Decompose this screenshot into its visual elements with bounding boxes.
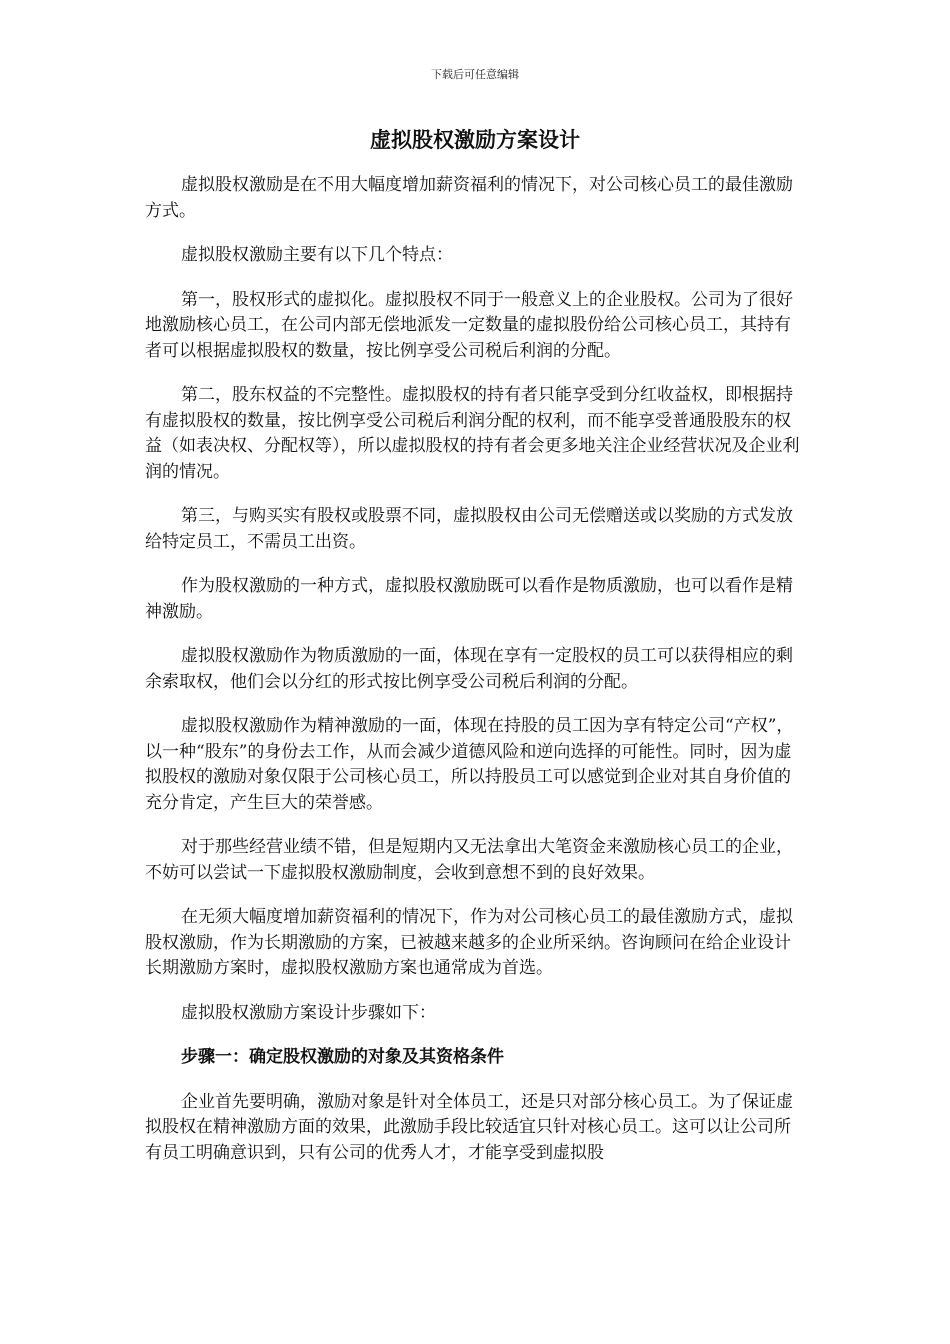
header-note: 下载后可任意编辑 xyxy=(431,68,519,81)
paragraph: 虚拟股权激励是在不用大幅度增加薪资福利的情况下，对公司核心员工的最佳激励方式。 xyxy=(145,175,793,221)
paragraph: 在无须大幅度增加薪资福利的情况下，作为对公司核心员工的最佳激励方式，虚拟股权激励，作为长期激励的方案，已被越来越多的企业所采纳。咨询顾问在给企业设计长期激励方案时，虚拟股权激励方案也通常成为首选。 xyxy=(145,907,793,978)
paragraph: 虚拟股权激励方案设计步骤如下： xyxy=(181,1002,436,1023)
paragraph: 第二，股东权益的不完整性。虚拟股权的持有者只能享受到分红收益权，即根据持有虚拟股权的数量，按比例享受公司税后利润分配的权利，而不能享受普通股股东的权益（如表决权、分配权等），所以虚拟股权的持有者会更多地关注企业经营状况及企业利润的情况。 xyxy=(145,385,800,482)
document-title: 虚拟股权激励方案设计 xyxy=(370,128,580,152)
paragraph: 对于那些经营业绩不错，但是短期内又无法拿出大笔资金来激励核心员工的企业，不妨可以尝试一下虚拟股权激励制度，会收到意想不到的良好效果。 xyxy=(145,837,793,883)
paragraph: 第三，与购买实有股权或股票不同，虚拟股权由公司无偿赠送或以奖励的方式发放给特定员工，不需员工出资。 xyxy=(145,506,793,552)
document-body xyxy=(145,173,805,1185)
paragraph: 虚拟股权激励作为精神激励的一面，体现在持股的员工因为享有特定公司“产权”，以一种“股东”的身份去工作，从而会减少道德风险和逆向选择的可能性。同时，因为虚拟股权的激励对象仅限于公司核心员工，所以持股员工可以感觉到企业对其自身价值的充分肯定，产生巨大的荣誉感。 xyxy=(145,716,794,813)
paragraph: 第一，股权形式的虚拟化。虚拟股权不同于一般意义上的企业股权。公司为了很好地激励核心员工，在公司内部无偿地派发一定数量的虚拟股份给公司核心员工，其持有者可以根据虚拟股权的数量，按比例享受公司税后利润的分配。 xyxy=(145,289,793,361)
paragraph: 虚拟股权激励主要有以下几个特点： xyxy=(181,245,453,265)
paragraph: 作为股权激励的一种方式，虚拟股权激励既可以看作是物质激励，也可以看作是精神激励。 xyxy=(145,576,793,622)
paragraph: 虚拟股权激励作为物质激励的一面，体现在享有一定股权的员工可以获得相应的剩余索取权，他们会以分红的形式按比例享受公司税后利润的分配。 xyxy=(145,646,793,692)
step-heading: 步骤一：确定股权激励的对象及其资格条件 xyxy=(181,1047,504,1067)
paragraph: 企业首先要明确，激励对象是针对全体员工，还是只对部分核心员工。为了保证虚拟股权在精神激励方面的效果，此激励手段比较适宜只针对核心员工。这可以让公司所有员工明确意识到，只有公司的优秀人才，才能享受到虚拟股 xyxy=(145,1091,793,1163)
